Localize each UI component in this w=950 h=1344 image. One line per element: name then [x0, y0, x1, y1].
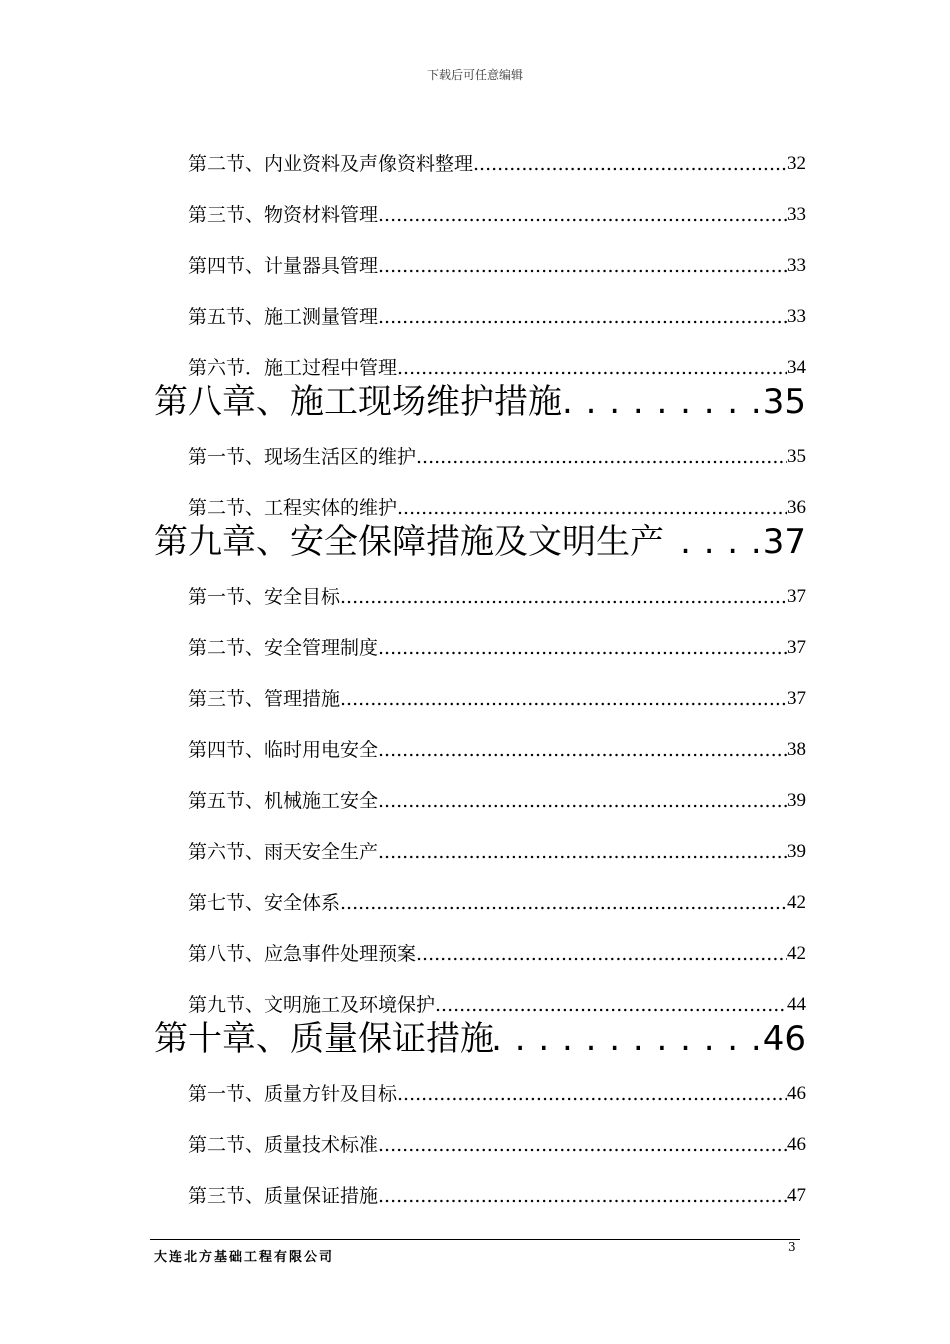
toc-entry-page: 37 [762, 522, 806, 562]
toc-dot-leader [378, 305, 787, 329]
toc-section-entry[interactable] [188, 1160, 806, 1211]
toc-entry-label: 第十章、质量保证措施 [154, 1019, 494, 1059]
toc-dot-leader [435, 993, 787, 1017]
toc-section-entry[interactable] [188, 1109, 806, 1160]
toc-dot-leader [378, 738, 787, 762]
toc-entry-label: 第四节、临时用电安全 [188, 739, 379, 761]
toc-dot-leader [664, 523, 763, 561]
toc-entry-label: 第一节、质量方针及目标 [188, 1083, 398, 1105]
toc-entry-page: 34 [787, 357, 806, 378]
toc-section-entry[interactable] [188, 332, 806, 383]
toc-section-entry[interactable] [188, 421, 806, 472]
toc-entry-page: 37 [787, 586, 806, 607]
toc-entry-page: 39 [787, 841, 806, 862]
toc-dot-leader [397, 496, 787, 520]
toc-entry-label: 第六节．施工过程中管理 [188, 357, 398, 379]
toc-dot-leader [378, 203, 787, 227]
toc-entry-label: 第三节、管理措施 [188, 688, 341, 710]
toc-entry-page: 37 [787, 637, 806, 658]
toc-section-entry[interactable] [188, 561, 806, 612]
toc-section-entry[interactable] [188, 918, 806, 969]
toc-entry-label: 第二节、安全管理制度 [188, 637, 379, 659]
toc-entry-label: 第二节、质量技术标准 [188, 1134, 379, 1156]
toc-entry-label: 第二节、工程实体的维护 [188, 497, 398, 519]
toc-entry-label: 第八节、应急事件处理预案 [188, 943, 417, 965]
toc-entry-label: 第二节、内业资料及声像资料整理 [188, 153, 474, 175]
toc-dot-leader [340, 585, 787, 609]
toc-chapter-entry[interactable] [154, 383, 806, 421]
table-of-contents [0, 128, 950, 1211]
toc-dot-leader [494, 1020, 763, 1058]
toc-dot-leader [378, 636, 787, 660]
toc-entry-page: 47 [787, 1185, 806, 1206]
toc-entry-page: 35 [787, 446, 806, 467]
toc-section-entry[interactable] [188, 765, 806, 816]
toc-entry-page: 35 [762, 382, 806, 422]
toc-dot-leader [416, 445, 787, 469]
toc-entry-label: 第三节、质量保证措施 [188, 1185, 379, 1207]
toc-section-entry[interactable] [188, 230, 806, 281]
toc-entry-label: 第一节、安全目标 [188, 586, 341, 608]
toc-dot-leader [378, 254, 787, 278]
toc-section-entry[interactable] [188, 1058, 806, 1109]
toc-entry-page: 33 [787, 204, 806, 225]
toc-section-entry[interactable] [188, 816, 806, 867]
toc-entry-label: 第八章、施工现场维护措施 [154, 382, 562, 422]
toc-entry-label: 第一节、现场生活区的维护 [188, 446, 417, 468]
toc-entry-label: 第五节、施工测量管理 [188, 306, 379, 328]
toc-entry-page: 46 [787, 1134, 806, 1155]
toc-section-entry[interactable] [188, 714, 806, 765]
toc-dot-leader [378, 789, 787, 813]
toc-section-entry[interactable] [188, 179, 806, 230]
toc-entry-page: 37 [787, 688, 806, 709]
toc-entry-label: 第五节、机械施工安全 [188, 790, 379, 812]
toc-entry-label: 第九章、安全保障措施及文明生产 [154, 522, 664, 562]
toc-entry-page: 42 [787, 892, 806, 913]
toc-section-entry[interactable] [188, 612, 806, 663]
toc-dot-leader [473, 152, 787, 176]
toc-entry-page: 44 [787, 994, 806, 1015]
toc-dot-leader [378, 1184, 787, 1208]
toc-entry-page: 32 [787, 153, 806, 174]
toc-dot-leader [562, 383, 763, 421]
toc-section-entry[interactable] [188, 969, 806, 1020]
page-header-note: 下载后可任意编辑 [426, 68, 523, 82]
toc-entry-page: 46 [787, 1083, 806, 1104]
toc-entry-page: 38 [787, 739, 806, 760]
toc-entry-label: 第六节、雨天安全生产 [188, 841, 379, 863]
toc-dot-leader [397, 1082, 787, 1106]
toc-dot-leader [378, 840, 787, 864]
toc-entry-label: 第三节、物资材料管理 [188, 204, 379, 226]
toc-dot-leader [378, 1133, 787, 1157]
toc-entry-page: 36 [787, 497, 806, 518]
toc-dot-leader [340, 891, 787, 915]
toc-chapter-entry[interactable] [154, 1020, 806, 1058]
toc-entry-label: 第七节、安全体系 [188, 892, 341, 914]
toc-entry-page: 42 [787, 943, 806, 964]
toc-section-entry[interactable] [188, 472, 806, 523]
toc-entry-page: 39 [787, 790, 806, 811]
footer-divider [150, 1239, 800, 1240]
toc-dot-leader [397, 356, 787, 380]
toc-entry-label: 第四节、计量器具管理 [188, 255, 379, 277]
toc-entry-page: 46 [762, 1019, 806, 1059]
toc-entry-page: 33 [787, 255, 806, 276]
toc-entry-label: 第九节、文明施工及环境保护 [188, 994, 436, 1016]
toc-chapter-entry[interactable] [154, 523, 806, 561]
toc-section-entry[interactable] [188, 128, 806, 179]
toc-dot-leader [416, 942, 787, 966]
toc-section-entry[interactable] [188, 663, 806, 714]
toc-section-entry[interactable] [188, 281, 806, 332]
toc-entry-page: 33 [787, 306, 806, 327]
toc-dot-leader [340, 687, 787, 711]
footer-page-number: 3 [788, 1240, 796, 1254]
toc-section-entry[interactable] [188, 867, 806, 918]
footer-company-name: 大连北方基础工程有限公司 [154, 1250, 335, 1265]
